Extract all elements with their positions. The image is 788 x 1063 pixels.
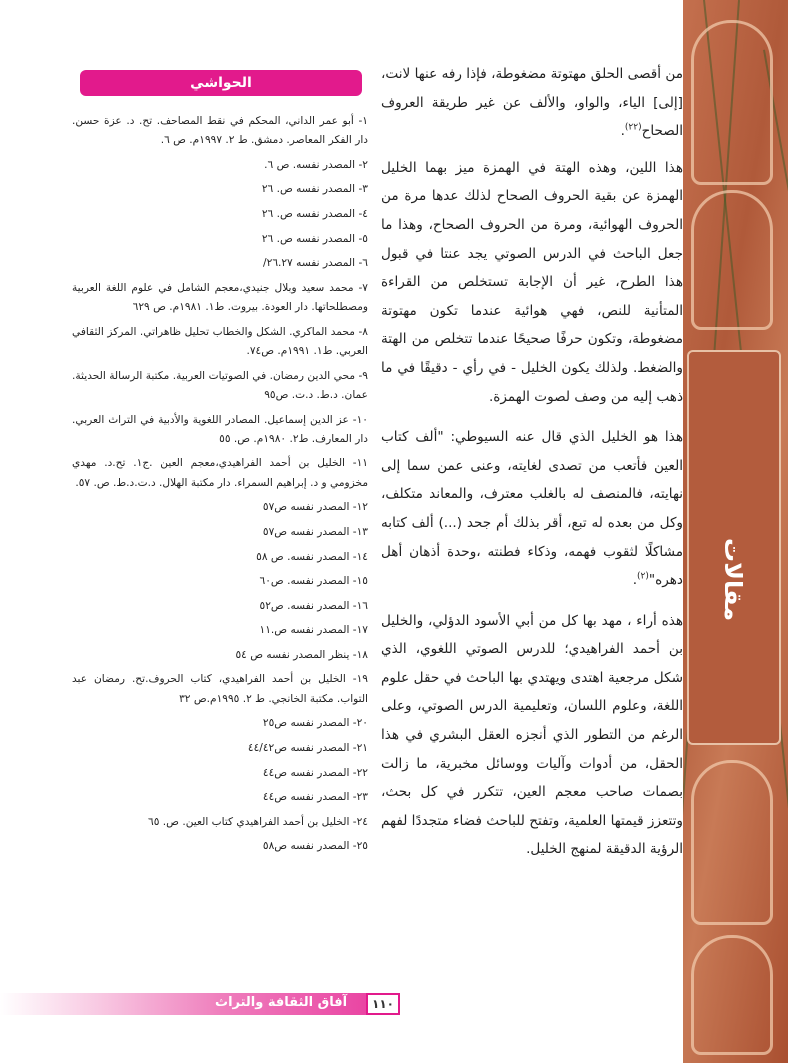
note-item: ١٠- عز الدين إسماعيل. المصادر اللغوية والأدبية في التراث العربي. دار المعارف. ط٢. ١٩٨٠م. ص. ٥٥ <box>72 413 368 445</box>
note-item: ٢٤- الخليل بن أحمد الفراهيدي كتاب العين. ص. ٦٥ <box>148 815 368 828</box>
note-item: ٩- محي الدين رمضان. في الصوتيات العربية. مكتبة الرسالة الحديثة. عمان. د.ط. د.ت. ص٩٥ <box>72 369 368 401</box>
note-item: ١- أبو عمر الداني، المحكم في نقط المصاحف. تح. د. عزة حسن. دار الفكر المعاصر. دمشق. ط ٢. ١٩٩٧م. ص ٦. <box>72 115 368 147</box>
note-item: ٦- المصدر نفسه ٢٦.٢٧/ <box>263 257 368 270</box>
note-item: ٢٥- المصدر نفسه ص٥٨ <box>262 840 368 853</box>
note-item: ١٢- المصدر نفسه ص٥٧ <box>262 501 368 514</box>
article-paragraph: هذا اللين، وهذه الهتة في الهمزة ميز بهما الخليل الهمزة عن بقية الحروف الصحاح لذلك عدها مرة من الحروف الهوائية، ومرة من الحروف الصحاح، وهذا ما جعل الباحث في الدرس الصوتي يجد عنتا في قبول هذا الطرح، غير أن الإجابة تستخلص من القراءة المتأنية للنص، فهي هوائية عندما تكون مهتوتة مضغوطة، وتكون حرفًا صحيحًا عندما تتخلص من الهتة والضغط. ولذلك يكون الخليل - في رأي - دقيقًا في ما ذهب إليه من وصف لصوت الهمزة. <box>381 159 683 405</box>
note-item: ٧- محمد سعيد وبلال جنيدي،معجم الشامل في علوم اللغة العربية ومصطلحاتها. دار العودة. بيروت. ط١. ١٩٨١م. ص ٦٢٩ <box>72 281 368 314</box>
note-item: ٣- المصدر نفسه ص. ٢٦ <box>261 183 368 196</box>
note-item: ٤- المصدر نفسه ص. ٢٦ <box>261 208 368 221</box>
footnote-ref: (٢٢) <box>624 122 642 133</box>
note-item: ١٨- ينظر المصدر نفسه ص ٥٤ <box>235 648 368 661</box>
ornament-frame-lower <box>691 760 773 925</box>
decorative-side-panel <box>683 0 788 1063</box>
page-number: ١١٠ <box>366 993 400 1015</box>
article-body <box>381 60 683 876</box>
note-item: ١١- الخليل بن أحمد الفراهيدي،معجم العين .ج١. تح.د. مهدي مخزومي و د. إبراهيم السمراء. دار مكتبة الهلال. د.ت.د.ط. ص. ٥٧. <box>72 457 368 489</box>
footnote-ref: (٢) <box>637 571 649 582</box>
article-paragraph: من أقصى الحلق مهتوتة مضغوطة، فإذا رفه عنها لانت، [إلى] الياء، والواو، والألف عن غير طريقة العروف الصحاح$^{(٢٢)}$. <box>381 66 683 140</box>
note-item: ٥- المصدر نفسه ص. ٢٦ <box>261 232 368 245</box>
ornament-frame-top <box>691 20 773 185</box>
note-item: ١٤- المصدر نفسه. ص ٥٨ <box>256 550 368 563</box>
note-item: ١٥- المصدر نفسه. ص٦٠ <box>259 575 368 588</box>
section-label: مقالات <box>719 538 747 622</box>
note-item: ٢٣- المصدر نفسه ص٤٤ <box>262 791 368 804</box>
note-item: ١٧- المصدر نفسه ص.١١ <box>259 624 368 637</box>
note-item: ١٣- المصدر نفسه ص٥٧ <box>262 525 368 538</box>
notes-heading: الحواشي <box>80 70 362 96</box>
note-item: ٢١- المصدر نفسه ص٤٤/٤٢ <box>247 741 368 754</box>
note-item: ٢- المصدر نفسه. ص ٦. <box>264 158 368 171</box>
notes-list <box>72 112 368 862</box>
magazine-title: آفاق الثقافة والتراث <box>215 995 348 1010</box>
ornament-frame-bottom <box>691 935 773 1055</box>
note-item: ٨- محمد الماكري. الشكل والخطاب تحليل ظاهراتي. المركز الثقافي العربي. ط١. ١٩٩١م. ص٧٤. <box>72 325 368 358</box>
ornament-frame-upper <box>691 190 773 330</box>
note-item: ٢٢- المصدر نفسه ص٤٤ <box>262 766 368 779</box>
note-item: ١٩- الخليل بن أحمد الفراهيدي، كتاب الحروف.تح. رمضان عبد التواب. مكتبة الخانجي. ط ٢. ١٩٩٥م.ص ٣٢ <box>72 673 368 705</box>
note-item: ١٦- المصدر نفسه. ص٥٢ <box>259 599 368 612</box>
article-paragraph: هذا هو الخليل الذي قال عنه السيوطي: "ألف كتاب العين فأتعب من تصدى لغايته، وعنى عمن سما إلى نهايته، فالمنصف له بالغلب معترف، والمعاند متكلف، وكل من بعده له تبع، أقر بذلك أم جحد (...) ألف كتابه مشاكلًا لثقوب فهمه، وذكاء فطنته ،وحدة أذهان أهل دهره"$^{(٢)}$. <box>381 429 683 589</box>
article-paragraph: هذه أراء ، مهد بها كل من أبي الأسود الدؤلي، والخليل بن أحمد الفراهيدي؛ للدرس الصوتي اللغوي، الذي شكل مرجعية اهتدى ويهتدي بها الباحث في حقل علوم اللغة، وعلوم اللسان، وتعليمية الدرس الصوتي، وعلى الرغم من التطور الذي أنجزه العقل البشري في هذا الحقل، من أدوات وآليات ووسائل مخبرية، ما زالت بصمات صاحب معجم العين، تتكرر في كل بحث، وتتعزز قيمتها العلمية، وتفتح للباحث فضاء متجددًا لفهم الرؤية الدقيقة لمنهج الخليل. <box>381 612 683 858</box>
note-item: ٢٠- المصدر نفسه ص٢٥ <box>262 717 368 730</box>
